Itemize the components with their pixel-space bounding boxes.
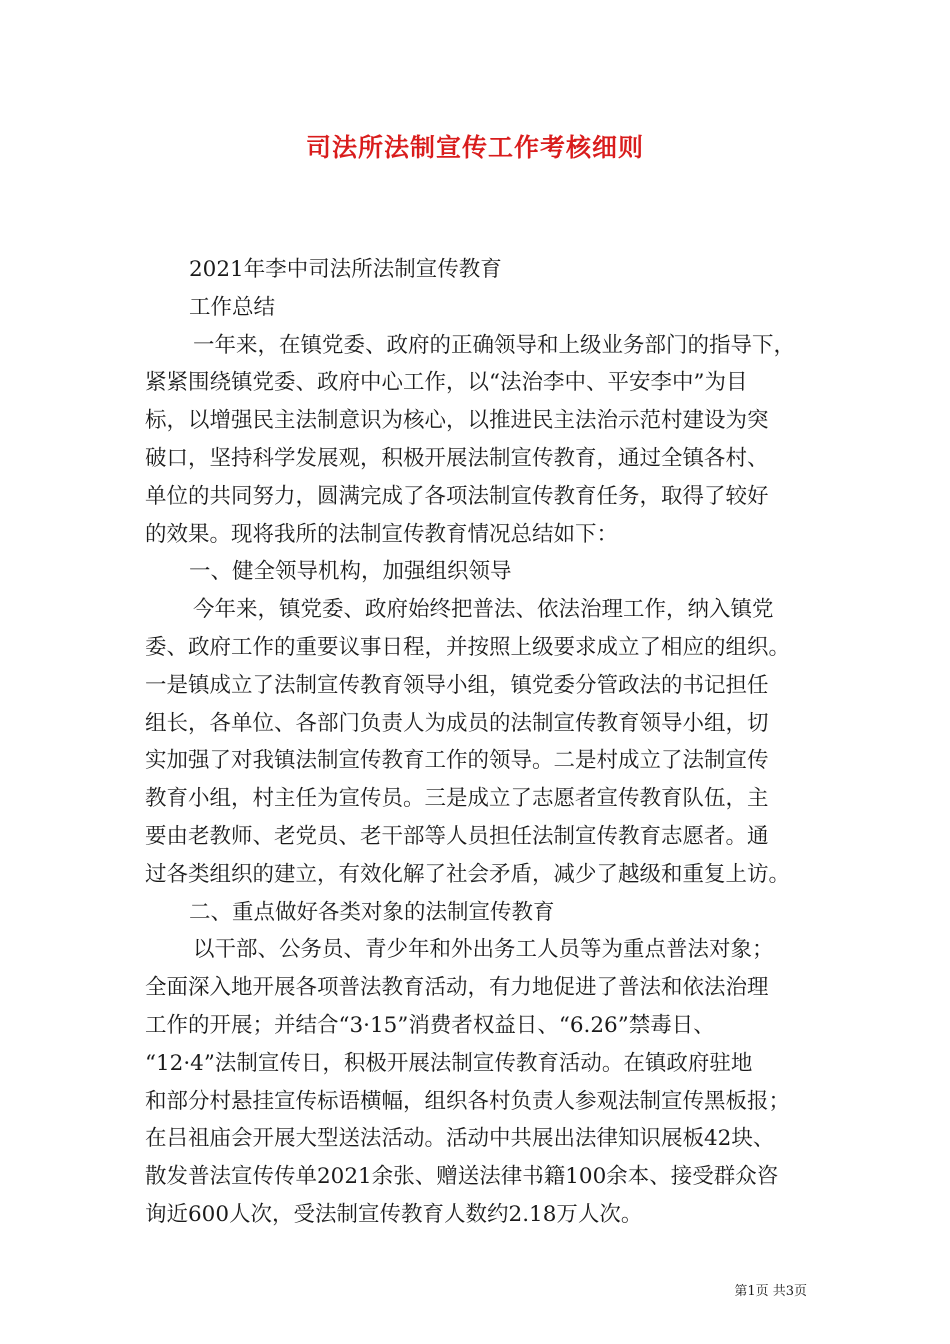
text-line: 单位的共同努力，圆满完成了各项法制宣传教育任务，取得了较好 (145, 483, 769, 509)
text-line: 散发普法宣传传单2021余张、赠送法律书籍100余本、接受群众咨 (145, 1164, 779, 1190)
text-line: 一是镇成立了法制宣传教育领导小组，镇党委分管政法的书记担任 (145, 672, 769, 698)
paragraph-first-line: 以干部、公务员、青少年和外出务工人员等为重点普法对象； (193, 937, 774, 963)
text-line: 全面深入地开展各项普法教育活动，有力地促进了普法和依法治理 (145, 975, 769, 1001)
text-line: 标，以增强民主法制意识为核心，以推进民主法治示范村建设为突 (145, 408, 769, 434)
text-line: 工作总结 (189, 294, 276, 320)
text-line: “12·4”法制宣传日，积极开展法制宣传教育活动。在镇政府驻地 (145, 1050, 753, 1076)
section-heading: 二、重点做好各类对象的法制宣传教育 (189, 899, 555, 925)
text-line: 组长，各单位、各部门负责人为成员的法制宣传教育领导小组，切 (145, 710, 769, 736)
text-line: 工作的开展；并结合“3·15”消费者权益日、“6.26”禁毒日、 (145, 1012, 715, 1038)
paragraph-first-line: 今年来，镇党委、政府始终把普法、依法治理工作，纳入镇党 (193, 597, 774, 623)
paragraph-first-line: 一年来，在镇党委、政府的正确领导和上级业务部门的指导下， (193, 332, 796, 358)
text-line: 紧紧围绕镇党委、政府中心工作，以“法治李中、平安李中”为目 (145, 370, 748, 396)
document-title: 司法所法制宣传工作考核细则 (305, 133, 644, 162)
text-line: 2021年李中司法所法制宣传教育 (189, 257, 502, 282)
page-number-footer: 第1页 共3页 (734, 1284, 807, 1299)
text-line: 过各类组织的建立，有效化解了社会矛盾，减少了越级和重复上访。 (145, 861, 791, 887)
section-heading: 一、健全领导机构，加强组织领导 (189, 559, 512, 585)
text-line: 和部分村悬挂宣传标语横幅，组织各村负责人参观法制宣传黑板报； (145, 1088, 791, 1114)
text-line: 破口，坚持科学发展观，积极开展法制宣传教育，通过全镇各村、 (145, 445, 769, 471)
document-body (145, 251, 810, 1234)
text-line: 实加强了对我镇法制宣传教育工作的领导。二是村成立了法制宣传 (145, 748, 769, 774)
text-line: 要由老教师、老党员、老干部等人员担任法制宣传教育志愿者。通 (145, 823, 769, 849)
text-line: 在吕祖庙会开展大型送法活动。活动中共展出法律知识展板42块、 (145, 1126, 775, 1152)
text-line: 委、政府工作的重要议事日程，并按照上级要求成立了相应的组织。 (145, 634, 791, 660)
text-line: 询近600人次，受法制宣传教育人数约2.18万人次。 (145, 1201, 643, 1227)
text-line: 教育小组，村主任为宣传员。三是成立了志愿者宣传教育队伍，主 (145, 786, 769, 812)
text-line: 的效果。现将我所的法制宣传教育情况总结如下： (145, 521, 619, 547)
